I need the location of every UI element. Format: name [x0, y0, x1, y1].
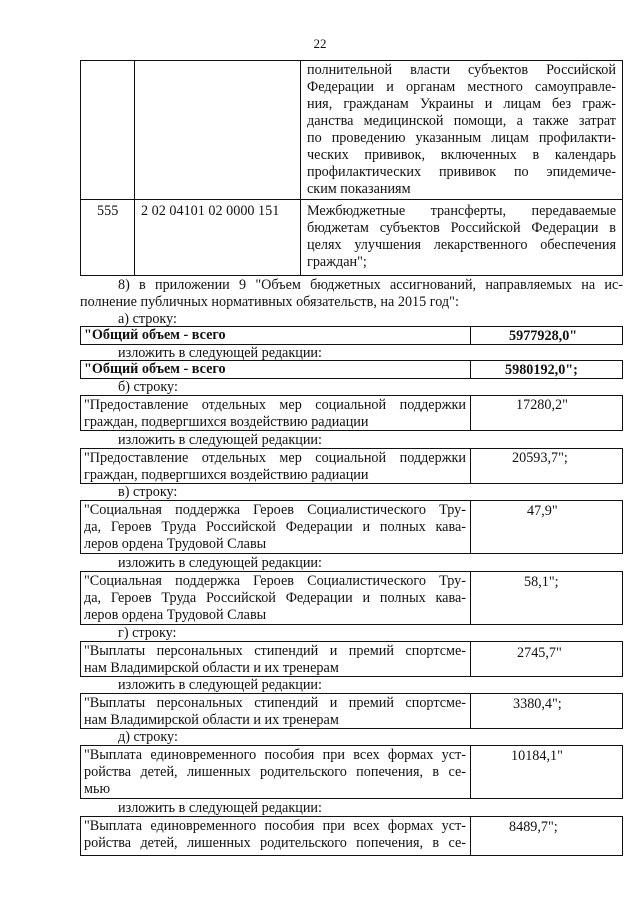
item8-line2: полнение публичных нормативных обязательств, на 2015 год":: [80, 294, 459, 310]
total-old-value: 5977928,0": [509, 328, 578, 344]
kbk-code: 2 02 04101 02 0000 151: [141, 203, 280, 219]
d-new-value: 8489,7";: [509, 819, 558, 835]
b-old-line: граждан, подвергшихся воздействию радиации: [84, 414, 369, 430]
v-new-line: леров ордена Трудовой Славы: [84, 607, 267, 623]
b-old-line: "Предоставление отдельных мер социальной поддержки: [84, 397, 466, 413]
row1-text-line: Федерации и органам местного самоуправле-: [307, 79, 616, 95]
d-old-line: мью: [84, 781, 111, 797]
restate-label: изложить в следующей редакции:: [118, 555, 322, 571]
d-old-value: 10184,1": [511, 748, 563, 764]
row1-text-line: профилактических прививок по эпидемиче-: [307, 164, 616, 180]
b-new-value: 20593,7";: [512, 450, 568, 466]
v-new-value: 58,1";: [524, 574, 559, 590]
item8-line1: 8) в приложении 9 "Объем бюджетных ассигнований, направляемых на ис-: [118, 277, 623, 293]
v-old-value: 47,9": [527, 503, 558, 519]
g-old-line: "Выплаты персональных стипендий и премий спортсме-: [84, 643, 466, 659]
item-g-label: г) строку:: [118, 625, 177, 641]
g-old-line: нам Владимирской области и их тренерам: [84, 660, 339, 676]
row2-text-line: бюджетам субъектов Российской Федерации в: [307, 220, 616, 236]
v-old-line: леров ордена Трудовой Славы: [84, 536, 267, 552]
item-b-label: б) строку:: [118, 379, 178, 395]
row1-text-line: ским показаниям: [307, 181, 411, 197]
restate-label: изложить в следующей редакции:: [118, 345, 322, 361]
d-old-line: "Выплата единовременного пособия при всех формах уст-: [84, 747, 466, 763]
d-new-line: "Выплата единовременного пособия при всех формах уст-: [84, 818, 466, 834]
row1-text-line: по проведению указанным лицам профилакти-: [307, 130, 616, 146]
restate-label: изложить в следующей редакции:: [118, 677, 322, 693]
total-old-name: "Общий объем - всего: [84, 327, 226, 343]
total-new-name: "Общий объем - всего: [84, 361, 226, 377]
row2-text-line: граждан";: [307, 254, 367, 270]
total-new-value: 5980192,0";: [505, 362, 578, 378]
row2-text-line: целях улучшения лекарственного обеспечения: [307, 237, 616, 253]
g-old-value: 2745,7": [517, 645, 562, 661]
admin-code: 555: [97, 203, 119, 219]
v-new-line: "Социальная поддержка Героев Социалистического Тру-: [84, 573, 466, 589]
page-number: 22: [313, 36, 327, 51]
v-old-line: "Социальная поддержка Героев Социалистического Тру-: [84, 502, 466, 518]
row1-text-line: полнительной власти субъектов Российской: [307, 62, 616, 78]
restate-label: изложить в следующей редакции:: [118, 800, 322, 816]
v-new-line: да, Героев Труда Российской Федерации и полных кава-: [84, 590, 466, 606]
b-new-line: граждан, подвергшихся воздействию радиации: [84, 467, 369, 483]
b-new-line: "Предоставление отдельных мер социальной поддержки: [84, 450, 466, 466]
item-a-label: а) строку:: [118, 311, 177, 327]
item-v-label: в) строку:: [118, 484, 178, 500]
g-new-line: нам Владимирской области и их тренерам: [84, 712, 339, 728]
d-old-line: ройства детей, лишенных родительского попечения, в се-: [84, 764, 466, 780]
g-new-value: 3380,4";: [513, 696, 562, 712]
row1-text-line: ния, гражданам Украины и лицам без граж-: [307, 96, 616, 112]
row1-text-line: ческих прививок, включенных в календарь: [307, 147, 616, 163]
restate-label: изложить в следующей редакции:: [118, 432, 322, 448]
item-d-label: д) строку:: [118, 729, 178, 745]
row2-text-line: Межбюджетные трансферты, передаваемые: [307, 203, 616, 219]
d-new-line: ройства детей, лишенных родительского попечения, в се-: [84, 835, 466, 851]
row1-text-line: данства медицинской помощи, а также затрат: [307, 113, 616, 129]
g-new-line: "Выплаты персональных стипендий и премий спортсме-: [84, 695, 466, 711]
b-old-value: 17280,2": [516, 397, 568, 413]
v-old-line: да, Героев Труда Российской Федерации и полных кава-: [84, 519, 466, 535]
